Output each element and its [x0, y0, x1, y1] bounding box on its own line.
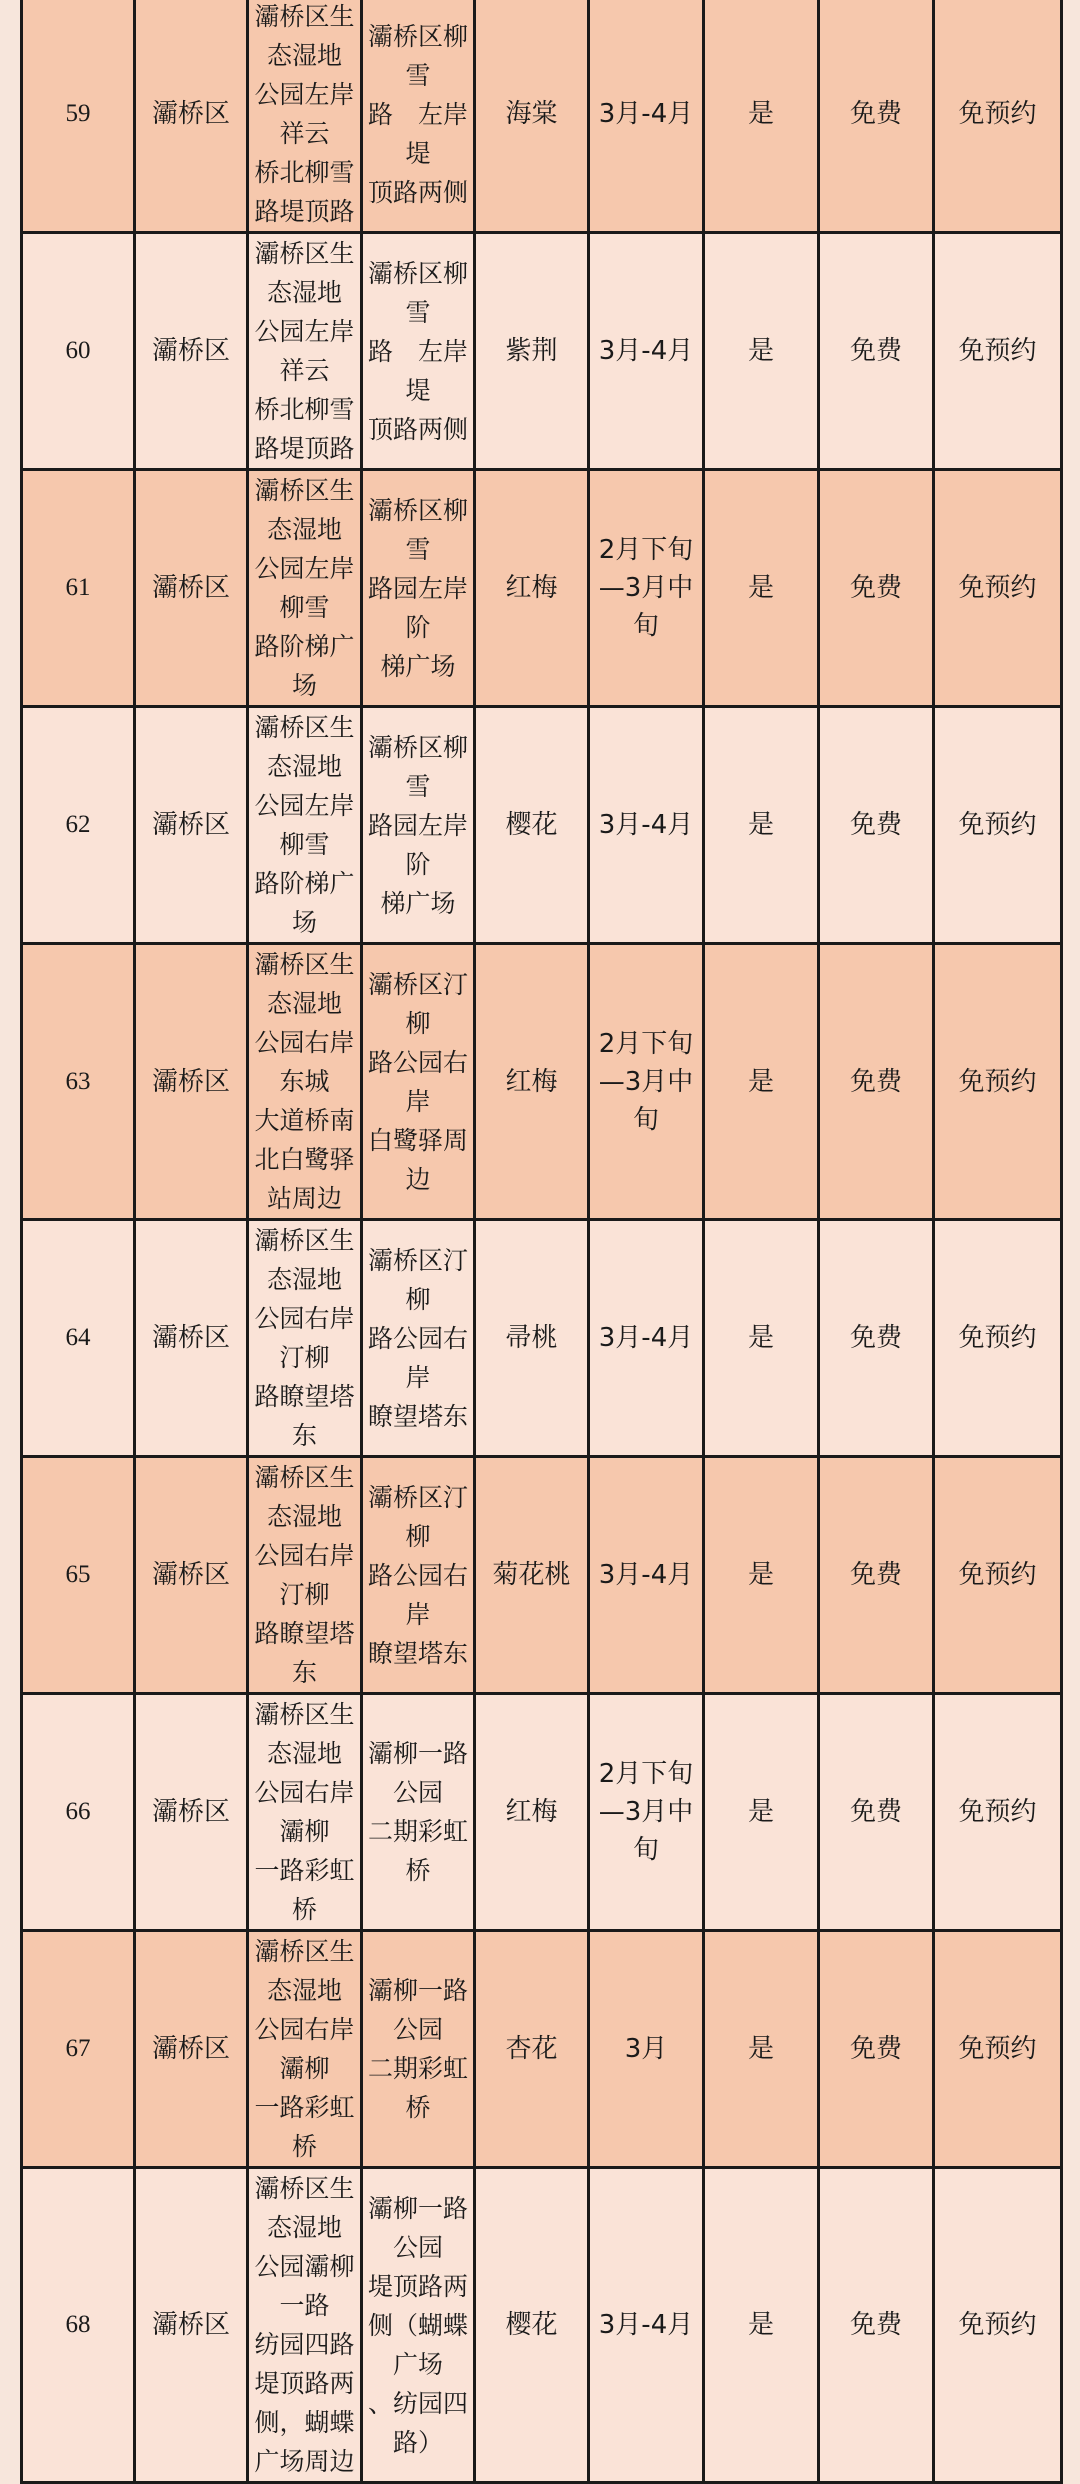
park-location-cell [248, 1694, 362, 1931]
viewing-spot-cell [362, 707, 475, 944]
row-number-cell: 68 [22, 2168, 135, 2483]
table-row [22, 1220, 1062, 1457]
cell-text-line: 桥北柳雪 [254, 395, 355, 424]
district-cell: 灞桥区 [135, 1694, 248, 1931]
cell-text-line: 桥 [291, 1895, 317, 1924]
district-cell: 灞桥区 [135, 470, 248, 707]
cell-text-line: 一路彩虹 [254, 1856, 355, 1885]
cell-text-line: 公园 [392, 2232, 443, 2262]
cell-text-line: 2月下旬 [598, 1759, 694, 1789]
booking-cell: 免预约 [934, 944, 1062, 1220]
cell-text-line: 堤顶路两 [367, 2271, 468, 2301]
fee-cell: 免费 [819, 707, 934, 944]
district-cell: 灞桥区 [135, 0, 248, 233]
cell-text-line: 路阶梯广 [254, 632, 355, 661]
cell-text-line: 灞桥区生态湿地 [254, 1937, 355, 2005]
park-location-cell [248, 944, 362, 1220]
flower-type-cell: 帚桃 [475, 1220, 589, 1457]
district-cell: 灞桥区 [135, 944, 248, 1220]
cell-text-line: 灞柳一路 [367, 2193, 468, 2223]
cell-text-line: 灞桥区柳雪 [367, 495, 468, 564]
cell-text-line: 堤顶路两 [254, 2369, 355, 2398]
cell-text-line: 大道桥南 [254, 1106, 355, 1135]
booking-cell: 免预约 [934, 1694, 1062, 1931]
cell-text-line: 公园右岸灞柳 [254, 1778, 355, 1846]
cell-text-line: 公园右岸汀柳 [254, 1304, 355, 1372]
cell-text-line: 北白鹭驿 [254, 1145, 355, 1174]
cell-text-line: 顶路两侧 [367, 414, 468, 444]
table-row [22, 1931, 1062, 2168]
cell-text-line: 广场周边 [254, 2447, 355, 2476]
cell-text-line: 东 [291, 1658, 317, 1687]
booking-cell: 免预约 [934, 0, 1062, 233]
cell-text-line: 梯广场 [380, 651, 456, 681]
row-number-cell: 66 [22, 1694, 135, 1931]
flower-type-cell: 红梅 [475, 944, 589, 1220]
viewing-spot-cell [362, 1694, 475, 1931]
park-location-cell [248, 1457, 362, 1694]
flower-type-cell: 紫荆 [475, 233, 589, 470]
viewing-spot-cell [362, 2168, 475, 2483]
flower-type-cell: 菊花桃 [475, 1457, 589, 1694]
fee-cell: 免费 [819, 470, 934, 707]
bloom-period-cell: 3月 [589, 1931, 704, 2168]
fee-cell: 免费 [819, 0, 934, 233]
cell-text-line: 东 [291, 1421, 317, 1450]
cell-text-line: 路堤顶路 [254, 197, 355, 226]
district-cell: 灞桥区 [135, 1220, 248, 1457]
table-row [22, 2168, 1062, 2483]
table-row [22, 0, 1062, 233]
booking-cell: 免预约 [934, 470, 1062, 707]
bloom-period-cell [589, 944, 704, 1220]
district-cell: 灞桥区 [135, 1931, 248, 2168]
flower-type-cell: 杏花 [475, 1931, 589, 2168]
cell-text-line: 灞桥区生态湿地 [254, 1463, 355, 1531]
park-location-cell [248, 0, 362, 233]
bloom-period-cell [589, 470, 704, 707]
cell-text-line: 瞭望塔东 [367, 1638, 468, 1668]
cell-text-line: 公园灞柳一路 [254, 2252, 355, 2320]
viewing-spot-cell [362, 233, 475, 470]
cell-text-line: 灞桥区生态湿地 [254, 950, 355, 1018]
viewing-spot-cell [362, 1457, 475, 1694]
open-status-cell: 是 [704, 944, 819, 1220]
cell-text-line: 灞桥区生态湿地 [254, 2174, 355, 2242]
district-cell: 灞桥区 [135, 233, 248, 470]
cell-text-line: 灞桥区柳雪 [367, 258, 468, 327]
cell-text-line: 公园左岸柳雪 [254, 554, 355, 622]
table-row [22, 944, 1062, 1220]
cell-text-line: 路公园右岸 [367, 1560, 468, 1629]
cell-text-line: 白鹭驿周边 [367, 1125, 468, 1194]
table-row [22, 1457, 1062, 1694]
cell-text-line: 公园左岸祥云 [254, 80, 355, 148]
cell-text-line: 路园左岸阶 [367, 810, 468, 879]
cell-text-line: 灞桥区生态湿地 [254, 2, 355, 70]
cell-text-line: 桥 [405, 1856, 431, 1885]
row-number-cell: 67 [22, 1931, 135, 2168]
cell-text-line: 一路彩虹 [254, 2093, 355, 2122]
bloom-period-cell: 3月-4月 [589, 0, 704, 233]
cell-text-line: 公园右岸汀柳 [254, 1541, 355, 1609]
flower-type-cell: 红梅 [475, 1694, 589, 1931]
cell-text-line: 灞柳一路 [367, 1976, 468, 2005]
cell-text-line: 瞭望塔东 [367, 1401, 468, 1431]
park-location-cell [248, 1220, 362, 1457]
cell-text-line: 路 左岸堤 [367, 336, 468, 405]
cell-text-line: 路瞭望塔 [254, 1619, 355, 1648]
cell-text-line: 二期彩虹 [367, 1817, 468, 1846]
open-status-cell: 是 [704, 1220, 819, 1457]
cell-text-line: —3月中旬 [598, 573, 694, 641]
cell-text-line: 2月下旬 [598, 535, 694, 565]
fee-cell: 免费 [819, 233, 934, 470]
row-number-cell: 65 [22, 1457, 135, 1694]
cell-text-line: 路瞭望塔 [254, 1382, 355, 1411]
open-status-cell: 是 [704, 707, 819, 944]
cell-text-line: 灞桥区汀柳 [367, 1482, 468, 1551]
cell-text-line: 桥 [405, 2093, 431, 2122]
district-cell: 灞桥区 [135, 2168, 248, 2483]
park-location-cell [248, 233, 362, 470]
cell-text-line: 路公园右岸 [367, 1323, 468, 1392]
open-status-cell: 是 [704, 2168, 819, 2483]
open-status-cell: 是 [704, 233, 819, 470]
cell-text-line: 桥 [291, 2132, 317, 2161]
row-number-cell: 59 [22, 0, 135, 233]
cell-text-line: 公园 [392, 2015, 443, 2044]
bloom-period-cell: 3月-4月 [589, 233, 704, 470]
cell-text-line: 灞桥区汀柳 [367, 969, 468, 1038]
fee-cell: 免费 [819, 2168, 934, 2483]
cell-text-line: 灞桥区柳雪 [367, 732, 468, 801]
table-row [22, 707, 1062, 944]
open-status-cell: 是 [704, 470, 819, 707]
open-status-cell: 是 [704, 1457, 819, 1694]
flower-type-cell: 红梅 [475, 470, 589, 707]
cell-text-line: 路） [392, 2427, 443, 2457]
cell-text-line: 灞桥区生态湿地 [254, 239, 355, 307]
cell-text-line: 灞桥区生态湿地 [254, 1700, 355, 1768]
cell-text-line: 桥北柳雪 [254, 158, 355, 187]
cell-text-line: 顶路两侧 [367, 177, 468, 207]
cell-text-line: 侧，蝴蝶 [254, 2408, 355, 2437]
row-number-cell: 60 [22, 233, 135, 470]
cell-text-line: 场 [291, 671, 317, 700]
table-row [22, 470, 1062, 707]
flower-type-cell: 海棠 [475, 0, 589, 233]
bloom-period-cell: 3月-4月 [589, 1220, 704, 1457]
bloom-period-cell: 3月-4月 [589, 2168, 704, 2483]
cell-text-line: 场 [291, 908, 317, 937]
open-status-cell: 是 [704, 0, 819, 233]
viewing-spot-cell [362, 944, 475, 1220]
park-location-cell [248, 707, 362, 944]
cell-text-line: 纺园四路 [254, 2330, 355, 2359]
cell-text-line: 公园右岸东城 [254, 1028, 355, 1096]
cell-text-line: 、纺园四 [367, 2388, 468, 2418]
bloom-period-cell: 3月-4月 [589, 707, 704, 944]
cell-text-line: 路园左岸阶 [367, 573, 468, 642]
cell-text-line: 梯广场 [380, 888, 456, 918]
cell-text-line: 站周边 [266, 1184, 342, 1213]
booking-cell: 免预约 [934, 1931, 1062, 2168]
cell-text-line: 侧（蝴蝶广场 [367, 2310, 468, 2379]
booking-cell: 免预约 [934, 707, 1062, 944]
viewing-spot-cell [362, 1220, 475, 1457]
flower-type-cell: 樱花 [475, 2168, 589, 2483]
park-location-cell [248, 1931, 362, 2168]
booking-cell: 免预约 [934, 2168, 1062, 2483]
cell-text-line: 公园右岸灞柳 [254, 2015, 355, 2083]
park-location-cell [248, 2168, 362, 2483]
district-cell: 灞桥区 [135, 707, 248, 944]
cell-text-line: 二期彩虹 [367, 2054, 468, 2083]
booking-cell: 免预约 [934, 233, 1062, 470]
cell-text-line: —3月中旬 [598, 1797, 694, 1865]
cell-text-line: 路堤顶路 [254, 434, 355, 463]
cell-text-line: 灞桥区汀柳 [367, 1245, 468, 1314]
cell-text-line: 灞桥区生态湿地 [254, 476, 355, 544]
cell-text-line: 灞桥区柳雪 [367, 21, 468, 90]
bloom-period-cell: 3月-4月 [589, 1457, 704, 1694]
fee-cell: 免费 [819, 1931, 934, 2168]
open-status-cell: 是 [704, 1931, 819, 2168]
row-number-cell: 63 [22, 944, 135, 1220]
row-number-cell: 64 [22, 1220, 135, 1457]
cell-text-line: 公园左岸祥云 [254, 317, 355, 385]
viewing-spot-cell [362, 0, 475, 233]
cell-text-line: 路 左岸堤 [367, 99, 468, 168]
viewing-spot-cell [362, 470, 475, 707]
cell-text-line: —3月中旬 [598, 1066, 694, 1135]
open-status-cell: 是 [704, 1694, 819, 1931]
bloom-period-cell [589, 1694, 704, 1931]
row-number-cell: 61 [22, 470, 135, 707]
booking-cell: 免预约 [934, 1457, 1062, 1694]
cell-text-line: 路公园右岸 [367, 1047, 468, 1116]
cell-text-line: 路阶梯广 [254, 869, 355, 898]
cell-text-line: 2月下旬 [598, 1028, 694, 1059]
table-row [22, 233, 1062, 470]
park-location-cell [248, 470, 362, 707]
cell-text-line: 公园左岸柳雪 [254, 791, 355, 859]
booking-cell: 免预约 [934, 1220, 1062, 1457]
cell-text-line: 公园 [392, 1778, 443, 1807]
viewing-spot-cell [362, 1931, 475, 2168]
cell-text-line: 灞桥区生态湿地 [254, 1226, 355, 1294]
district-cell: 灞桥区 [135, 1457, 248, 1694]
flower-viewing-spots-table [20, 0, 1063, 2484]
cell-text-line: 灞桥区生态湿地 [254, 713, 355, 781]
fee-cell: 免费 [819, 944, 934, 1220]
fee-cell: 免费 [819, 1457, 934, 1694]
row-number-cell: 62 [22, 707, 135, 944]
cell-text-line: 灞柳一路 [367, 1739, 468, 1768]
table-row [22, 1694, 1062, 1931]
flower-type-cell: 樱花 [475, 707, 589, 944]
fee-cell: 免费 [819, 1220, 934, 1457]
fee-cell: 免费 [819, 1694, 934, 1931]
